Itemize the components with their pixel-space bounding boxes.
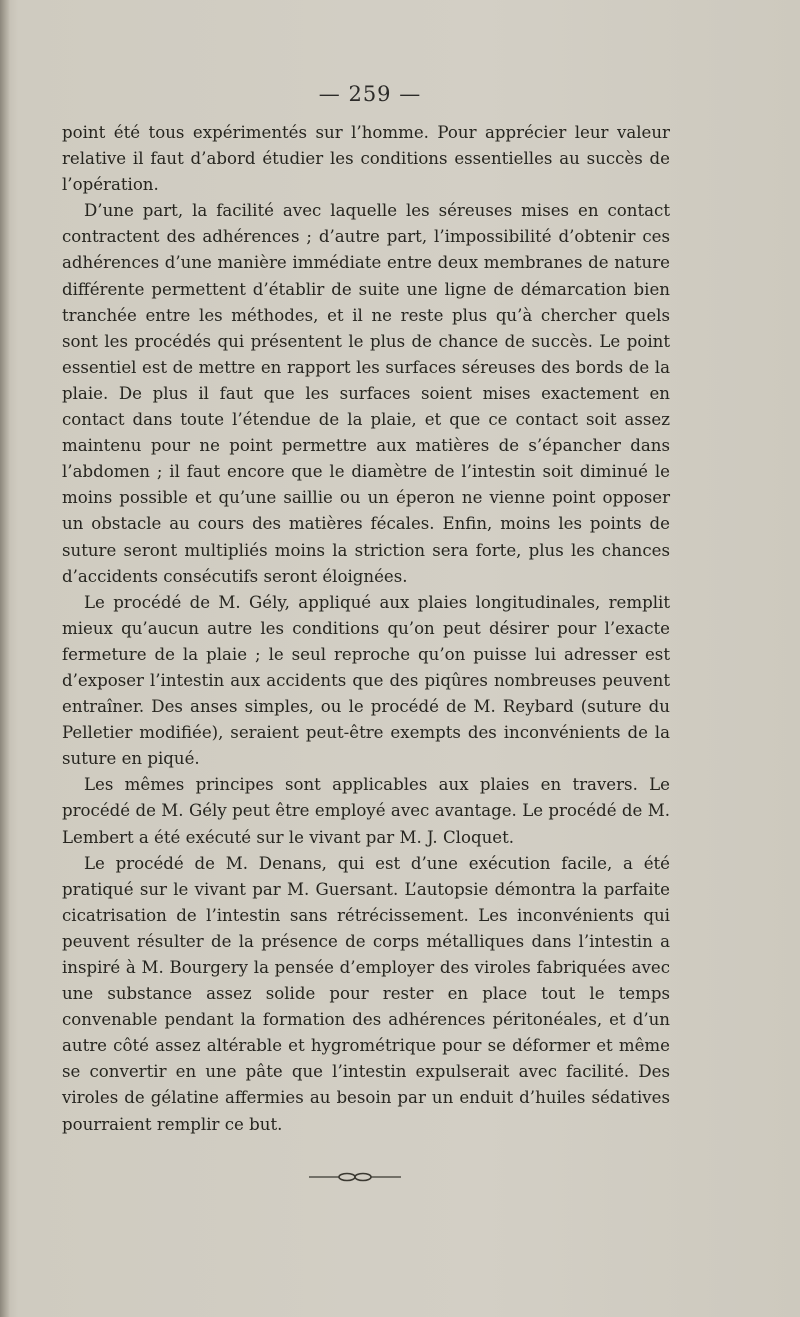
paragraph-gely-procedure: Le procédé de M. Gély, appliqué aux plaies longitudinales, remplit mieux qu’aucun autre les conditions qu’on peut désirer pour l’exacte fermeture de la plaie ; le seul reproche qu’on puisse lui adresser est d’exposer l’intestin aux accidents que des piqûres nombreuses peuvent entraîner. Des anses simples, ou le procédé de M. Reybard (suture du Pelletier modifiée), seraient peut-être exempts des inconvénients de la suture en piqué. [62, 592, 670, 769]
paragraph-serous-adhesions: D’une part, la facilité avec laquelle les séreuses mises en contact contractent des adhérences ; d’autre part, l’impossibilité d’obtenir ces adhérences d’une manière immédiate entre deux membranes de nature différente permettent d’établir de suite une ligne de démarcation bien tranchée entre les méthodes, et il ne reste plus qu’à chercher quels sont les procédés qui présentent le plus de chance de succès. Le point essentiel est de mettre en rapport les surfaces séreuses des bords de la plaie. De plus il faut que les surfaces soient mises exactement en contact dans toute l’étendue de la plaie, et que ce contact soit assez maintenu pour ne point permettre aux matières de s’épancher dans l’abdomen ; il faut encore que le diamètre de l’intestin soit diminué le moins possible et qu’une saillie ou un éperon ne vienne point opposer un obstacle au cours des matières fécales. Enfin, moins les points de suture seront multipliés moins la striction sera forte, plus les chances d’accidents consécutifs seront éloignées. [62, 201, 670, 586]
paragraph-continuation: point été tous expérimentés sur l’homme. Pour apprécier leur valeur relative il faut d’abord étudier les conditions essentielles au succès de l’opération. [62, 123, 670, 195]
page-spine-shadow [0, 0, 10, 1317]
page-text-body [62, 120, 670, 1138]
page-number: — 259 — [318, 82, 422, 106]
decorative-tailpiece-icon [305, 1170, 405, 1184]
paragraph-transverse-wounds: Les mêmes principes sont applicables aux plaies en travers. Le procédé de M. Gély peut être employé avec avantage. Le procédé de M. Lembert a été exécuté sur le vivant par M. J. Cloquet. [62, 775, 670, 847]
paragraph-denans-procedure: Le procédé de M. Denans, qui est d’une exécution facile, a été pratiqué sur le vivant par M. Guersant. L’autopsie démontra la parfaite cicatrisation de l’intestin sans rétrécissement. Les inconvénients qui peuvent résulter de la présence de corps métalliques dans l’intestin a inspiré à M. Bourgery la pensée d’employer des viroles fabriquées avec une substance assez solide pour rester en place tout le temps convenable pendant la formation des adhérences péritonéales, et d’un autre côté assez altérable et hygrométrique pour se déformer et même se convertir en une pâte que l’intestin expulserait avec facilité. Des viroles de gélatine affermies au besoin par un enduit d’huiles sédatives pourraient remplir ce but. [62, 853, 670, 1134]
